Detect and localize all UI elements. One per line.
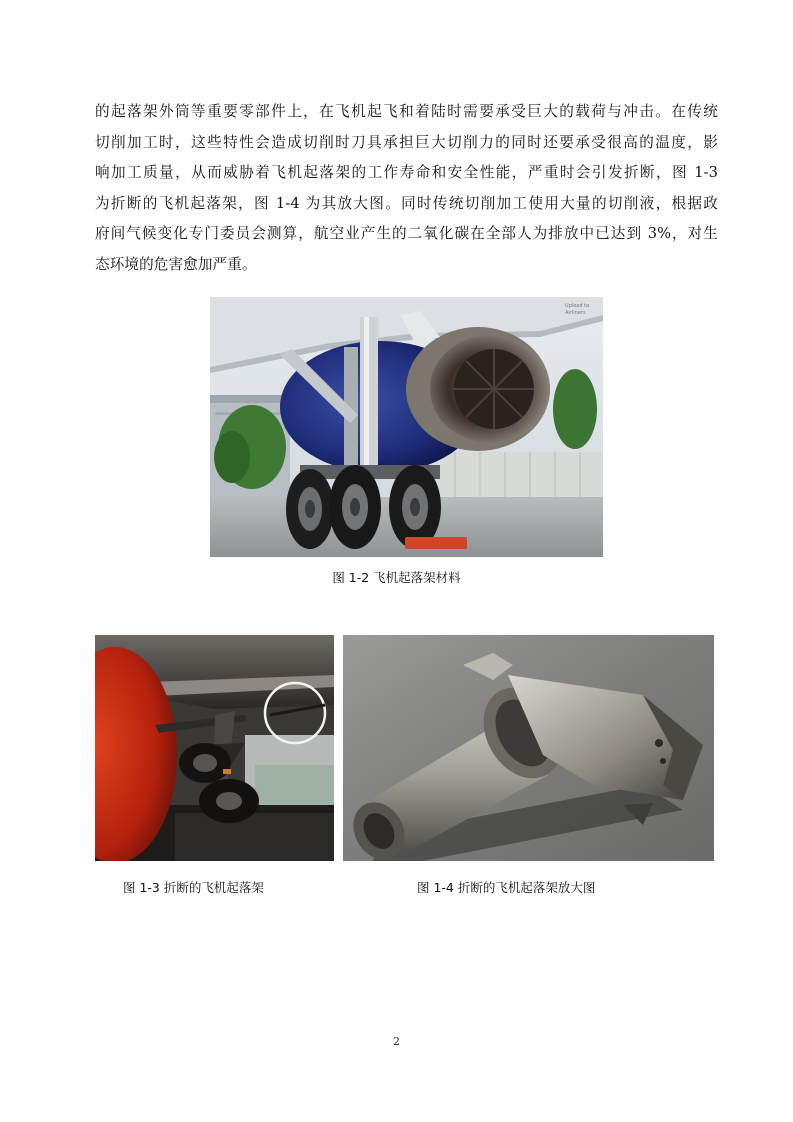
figure-caption: 图 1-3 折断的飞机起落架 — [123, 880, 264, 895]
body-paragraph — [95, 97, 718, 280]
broken-strut-closeup-photo — [343, 635, 714, 861]
body-line: 切削加工时，这些特性会造成切削时刀具承担巨大切削力的同时还要承受很高的温度，影 — [95, 133, 718, 151]
broken-landing-gear-photo — [95, 635, 334, 861]
body-line: 响加工质量，从而威胁着飞机起落架的工作寿命和安全性能，严重时会引发折断，图 1-3 — [95, 164, 718, 181]
body-line: 的起落架外筒等重要零部件上，在飞机起飞和着陆时需要承受巨大的载荷与冲击。在传统 — [95, 103, 718, 120]
svg-text:Upload to: Upload to — [565, 303, 590, 309]
page-number: 2 — [393, 1035, 400, 1048]
landing-gear-photo — [210, 297, 603, 557]
body-line: 为折断的飞机起落架，图 1-4 为其放大图。同时传统切削加工使用大量的切削液，根据政 — [95, 194, 718, 212]
figure-caption: 图 1-4 折断的飞机起落架放大图 — [417, 880, 596, 895]
svg-text:Airliners: Airliners — [565, 310, 586, 316]
body-line: 态环境的危害愈加严重。 — [95, 255, 257, 273]
body-line: 府间气候变化专门委员会测算，航空业产生的二氧化碳在全部人为排放中已达到 3%，对生 — [95, 225, 718, 242]
figure-caption: 图 1-2 飞机起落架材料 — [332, 570, 461, 585]
